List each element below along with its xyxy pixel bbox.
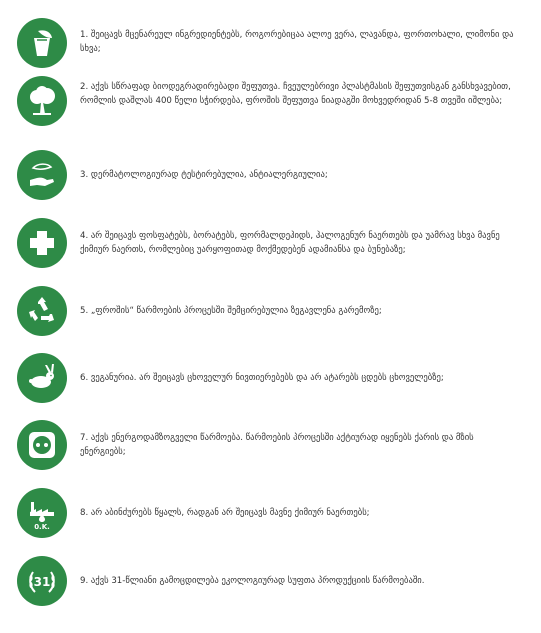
feature-row-1	[0, 18, 541, 70]
feature-row-7	[0, 420, 541, 472]
feature-text: 3. დერმატოლოგიურად ტესტირებულია, ანტიალერგიულია;	[80, 170, 328, 180]
feature-text: 2. აქვს სწრაფად ბიოდეგრადირებადი შეფუთვა. ჩვეულებრივი პლასტმასის შეფუთვისგან განსხვავებით, რომლის დაშლას 400 წელი სჭირდება, ფროშის შეფუთვა ნიადაგში მოხვედრიდან 5-8 თვეში იშლება;	[80, 82, 511, 106]
feature-row-8	[0, 488, 541, 540]
medical-cross-icon	[17, 218, 67, 268]
feature-text: 9. აქვს 31-წლიანი გამოცდილება ეკოლოგიურად სუფთა პროდუქციის წარმოებაში.	[80, 576, 425, 586]
cup-leaf-icon	[17, 18, 67, 68]
feature-row-6	[0, 353, 541, 405]
recycle-icon	[17, 286, 67, 336]
feature-text: 1. შეიცავს მცენარეულ ინგრედიენტებს, როგორებიცაა ალოე ვერა, ლავანდა, ფორთოხალი, ლიმონი და სხვა;	[80, 30, 514, 54]
feature-row-5	[0, 286, 541, 338]
feature-text: 8. არ აბინძურებს წყალს, რადგან არ შეიცავს მავნე ქიმიურ ნაერთებს;	[80, 508, 370, 518]
feature-row-2	[0, 76, 541, 128]
feature-row-3	[0, 150, 541, 202]
laurel-31-icon	[17, 556, 67, 606]
feature-text: 4. არ შეიცავს ფოსფატებს, ბორატებს, ფორმალდეჰიდს, ჰალოგენურ ნაერთებს და უამრავ სხვა მავნე ქიმიურ ნაერთს, რომლებიც უარყოფითად მოქმედებენ ადამიანსა და ბუნებაზე;	[80, 231, 500, 255]
feature-row-9	[0, 556, 541, 608]
factory-drop-icon	[17, 488, 67, 538]
feature-text: 6. ვეგანურია. არ შეიცავს ცხოველურ ნივთიერებებს და არ ატარებს ცდებს ცხოველებზე;	[80, 373, 444, 383]
tree-icon	[17, 76, 67, 126]
rabbit-icon	[17, 353, 67, 403]
power-socket-icon	[17, 420, 67, 470]
feature-text: 5. „ფროშის“ წარმოების პროცესში შემცირებულია ზეგავლენა გარემოზე;	[80, 306, 382, 316]
ok-badge-text: 0.K.	[34, 523, 50, 530]
hand-leaf-icon	[17, 150, 67, 200]
feature-row-4	[0, 218, 541, 270]
years-badge-text: 31	[33, 575, 51, 589]
feature-text: 7. აქვს ენერგოდამზოგველი წარმოება. წარმოების პროცესში აქტიურად იყენებს ქარის და მზის ენერგიებს;	[80, 433, 474, 457]
